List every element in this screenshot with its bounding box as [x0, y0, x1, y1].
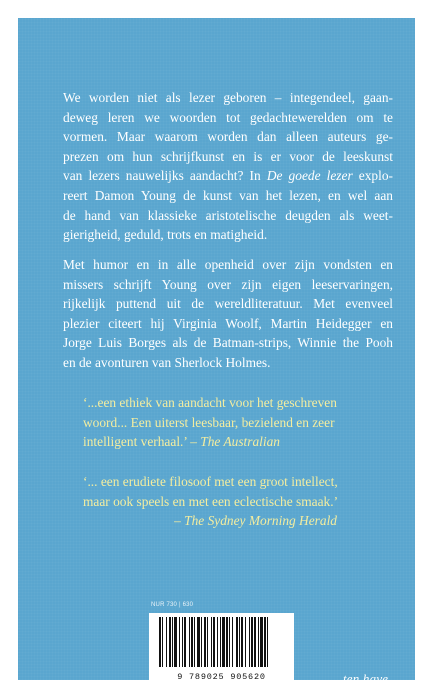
blurb-line: Jorge Luis Borges als de Batman-strips, Winnie the Pooh [63, 335, 393, 351]
quote-line [83, 432, 395, 452]
quote-line-text: intelligent verhaal.’ – [83, 434, 201, 450]
barcode-bar [258, 617, 259, 667]
isbn-barcode [149, 613, 294, 685]
barcode-bar [162, 617, 163, 667]
nur-code: NUR 730 | 630 [151, 602, 194, 608]
barcode-bar [179, 617, 180, 667]
blurb-line: reert Damon Young de kunst van het lezen, en wel aan [63, 187, 393, 203]
barcode-bar [182, 617, 183, 667]
quote-line: ‘...een ethiek van aandacht voor het geschreven [83, 395, 337, 410]
publisher-logo: ten have [343, 671, 389, 686]
barcode-bar [251, 617, 253, 667]
barcode-bar [201, 617, 202, 667]
blurb-line [63, 166, 393, 186]
barcode-bar [241, 617, 243, 667]
barcode-bar [264, 617, 266, 667]
barcode-bar [217, 617, 218, 667]
blurb-line: prezen om hun schrijfkunst en is er voor de leeskunst [63, 148, 393, 164]
barcode-bar [174, 617, 177, 667]
review-quote-2 [83, 472, 395, 531]
barcode-bar [239, 617, 240, 667]
barcode-bars [149, 613, 294, 671]
review-quote-1 [83, 393, 395, 452]
blurb-line: Met humor en in alle openheid over zijn vondsten en [63, 257, 393, 272]
barcode-bar [220, 617, 221, 667]
book-title: De goede lezer [266, 168, 353, 184]
isbn-number: 9 789025 905620 [177, 672, 266, 682]
barcode-bar [166, 617, 167, 667]
blurb-paragraph-2 [63, 255, 393, 373]
barcode-bar [245, 617, 246, 667]
blurb-line-start: van lezers nauwelijks aandacht? In [63, 168, 261, 184]
quote-dash: – [174, 513, 185, 529]
blurb-line: rijkelijk puttend uit de wereldliteratuur. Met evenveel [63, 296, 393, 312]
barcode-bar [232, 617, 233, 667]
barcode-bar [184, 617, 186, 667]
barcode-bar [169, 617, 171, 667]
blurb-line: deweg leren we woorden tot gedachtewerelden om te [63, 109, 393, 125]
barcode-bar [207, 617, 208, 667]
barcode-bar [189, 617, 190, 667]
barcode-bar [267, 617, 268, 667]
blurb-line: de hand van klassieke aristotelische deugden als weet- [63, 207, 393, 223]
blurb-paragraph-1 [63, 88, 393, 245]
barcode-bar [191, 617, 193, 667]
quote-source: The Sydney Morning Herald [184, 513, 337, 529]
barcode-bar [236, 617, 238, 667]
barcode-bar [226, 617, 228, 667]
barcode-bar [249, 617, 250, 667]
blurb-line: gierigheid, geduld, trots en matigheid. [63, 227, 268, 243]
barcode-bar [260, 617, 263, 667]
blurb-line: en de avonturen van Sherlock Holmes. [63, 354, 271, 370]
barcode-bar [211, 617, 212, 667]
barcode-bar [204, 617, 206, 667]
quote-source: The Australian [200, 434, 280, 450]
barcode-bar [172, 617, 173, 667]
blurb-line: plezier citeert hij Virginia Woolf, Martin Heidegger en [63, 315, 393, 331]
barcode-bar [213, 617, 215, 667]
quote-attribution [83, 511, 395, 531]
quote-line: ‘... een erudiete filosoof met een groot intellect, [83, 474, 338, 489]
barcode-bar [159, 617, 161, 667]
quote-line: maar ook speels en met een eclectische smaak.’ [83, 493, 339, 509]
barcode-bar [254, 617, 256, 667]
barcode-bar [222, 617, 225, 667]
quote-line: woord... Een uiterst leesbaar, bezielend en zeer [83, 414, 335, 430]
blurb-line: We worden niet als lezer geboren – integendeel, gaan- [63, 90, 393, 105]
blurb-line: vormen. Maar waarom worden dan alleen auteurs ge- [63, 129, 393, 145]
barcode-bar [229, 617, 230, 667]
blurb-line-end: explo- [352, 168, 393, 184]
blurb-line: missers schrijft Young over zijn eigen leeservaringen, [63, 276, 393, 292]
barcode-bar [194, 617, 195, 667]
barcode-bar [197, 617, 200, 667]
back-cover [18, 18, 415, 686]
